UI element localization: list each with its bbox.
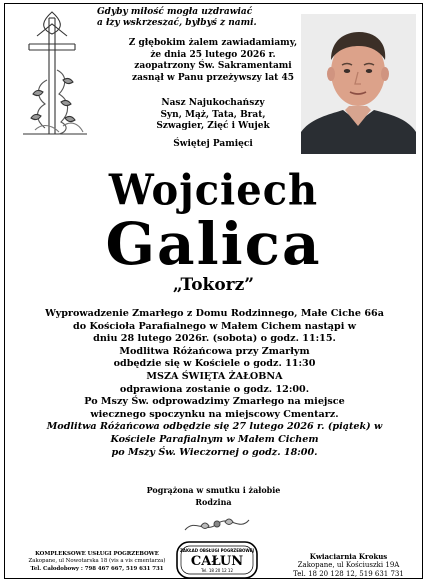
deceased-photo [301, 14, 416, 154]
announcement [123, 38, 303, 84]
logo-name: CAŁUN [190, 554, 244, 569]
relation-line: Syn, Mąż, Tata, Brat, [160, 109, 266, 120]
detail-line: Modlitwa Różańcowa odbędzie się 27 lutego 2026 r. (piątek) w [46, 421, 383, 433]
poem-line: a łzy wskrzeszać, byłbyś z nami. [97, 18, 257, 28]
florist-info [281, 552, 416, 579]
funeral-home-info [19, 551, 175, 573]
announcement-line: zasnął w Panu przeżywszy lat 45 [131, 72, 294, 83]
signoff-line: Pogrążona w smutku i żałobie [146, 485, 281, 495]
detail-line: odprawiona zostanie o godz. 12:00. [119, 383, 310, 395]
detail-line: Wyprowadzenie Zmarłego z Domu Rodzinnego, Małe Ciche 66a [45, 308, 384, 319]
announcement-line: że dnia 25 lutego 2026 r. [150, 49, 276, 60]
signoff [5, 484, 422, 508]
detail-line: Po Mszy Św. odprowadzimy Zmarłego na miejsce [84, 396, 345, 408]
family-relations [123, 98, 303, 150]
relation-line: Nasz Najukochańszy [161, 98, 265, 108]
obituary-card [4, 3, 423, 579]
poem [97, 7, 257, 29]
funeral-home-address: Zakopane, ul Nowotarska 18 (vis a vis cmentarza) [28, 558, 166, 565]
first-name: Wojciech [108, 165, 319, 216]
poem-line: Gdyby miłość mogła uzdrawiać [97, 7, 253, 17]
cross-with-ivy-icon [13, 10, 97, 140]
detail-line: wiecznego spoczynku na miejscowy Cmentarz. [90, 408, 339, 420]
relation-line: Szwagier, Zięć i Wujek [156, 121, 270, 132]
detail-line: Modlitwa Różańcowa przy Zmarłym [119, 345, 310, 357]
funeral-home-name: KOMPLEKSOWE USŁUGI POGRZEBOWE [35, 551, 159, 557]
detail-line: MSZA ŚWIĘTA ŻAŁOBNA [146, 370, 283, 382]
detail-line: do Kościoła Parafialnego w Małem Cichem nastąpi w [73, 320, 356, 332]
signoff-line: Rodzina [195, 497, 232, 507]
calun-logo [173, 540, 261, 579]
announcement-line: Z głębokim żalem zawiadamiamy, [128, 38, 298, 48]
detail-line: odbędzie się w Kościele o godz. 11:30 [113, 358, 316, 370]
detail-line: dniu 28 lutego 2026r. (sobota) o godz. 11:15. [93, 333, 336, 345]
logo-sub-text: Tel. 18 20 12 12 [200, 568, 234, 573]
memory-line: Świętej Pamięci [173, 138, 253, 149]
floral-ornament-icon [181, 512, 253, 538]
detail-line: po Mszy Św. Wieczornej o godz. 18:00. [111, 446, 318, 458]
last-name: Galica [105, 210, 322, 278]
portrait-image [301, 14, 416, 154]
florist-address: Zakopane, ul Kościuszki 19A [297, 561, 400, 569]
funeral-home-phone: Tel. Całodobowy : 798 467 667, 519 631 731 [30, 565, 164, 572]
florist-name: Kwiaciarnia Krokus [309, 552, 388, 561]
nickname: „Tokorz” [172, 275, 255, 295]
funeral-details [19, 308, 410, 459]
florist-phone: Tel. 18 20 128 12, 519 631 731 [293, 570, 404, 578]
detail-line: Kościele Parafialnym w Małem Cichem [110, 433, 319, 445]
logo-top-text: ZAKŁAD OBSŁUGI POGRZEBOWEJ [179, 548, 255, 553]
announcement-line: zaopatrzony Św. Sakramentami [134, 61, 292, 72]
